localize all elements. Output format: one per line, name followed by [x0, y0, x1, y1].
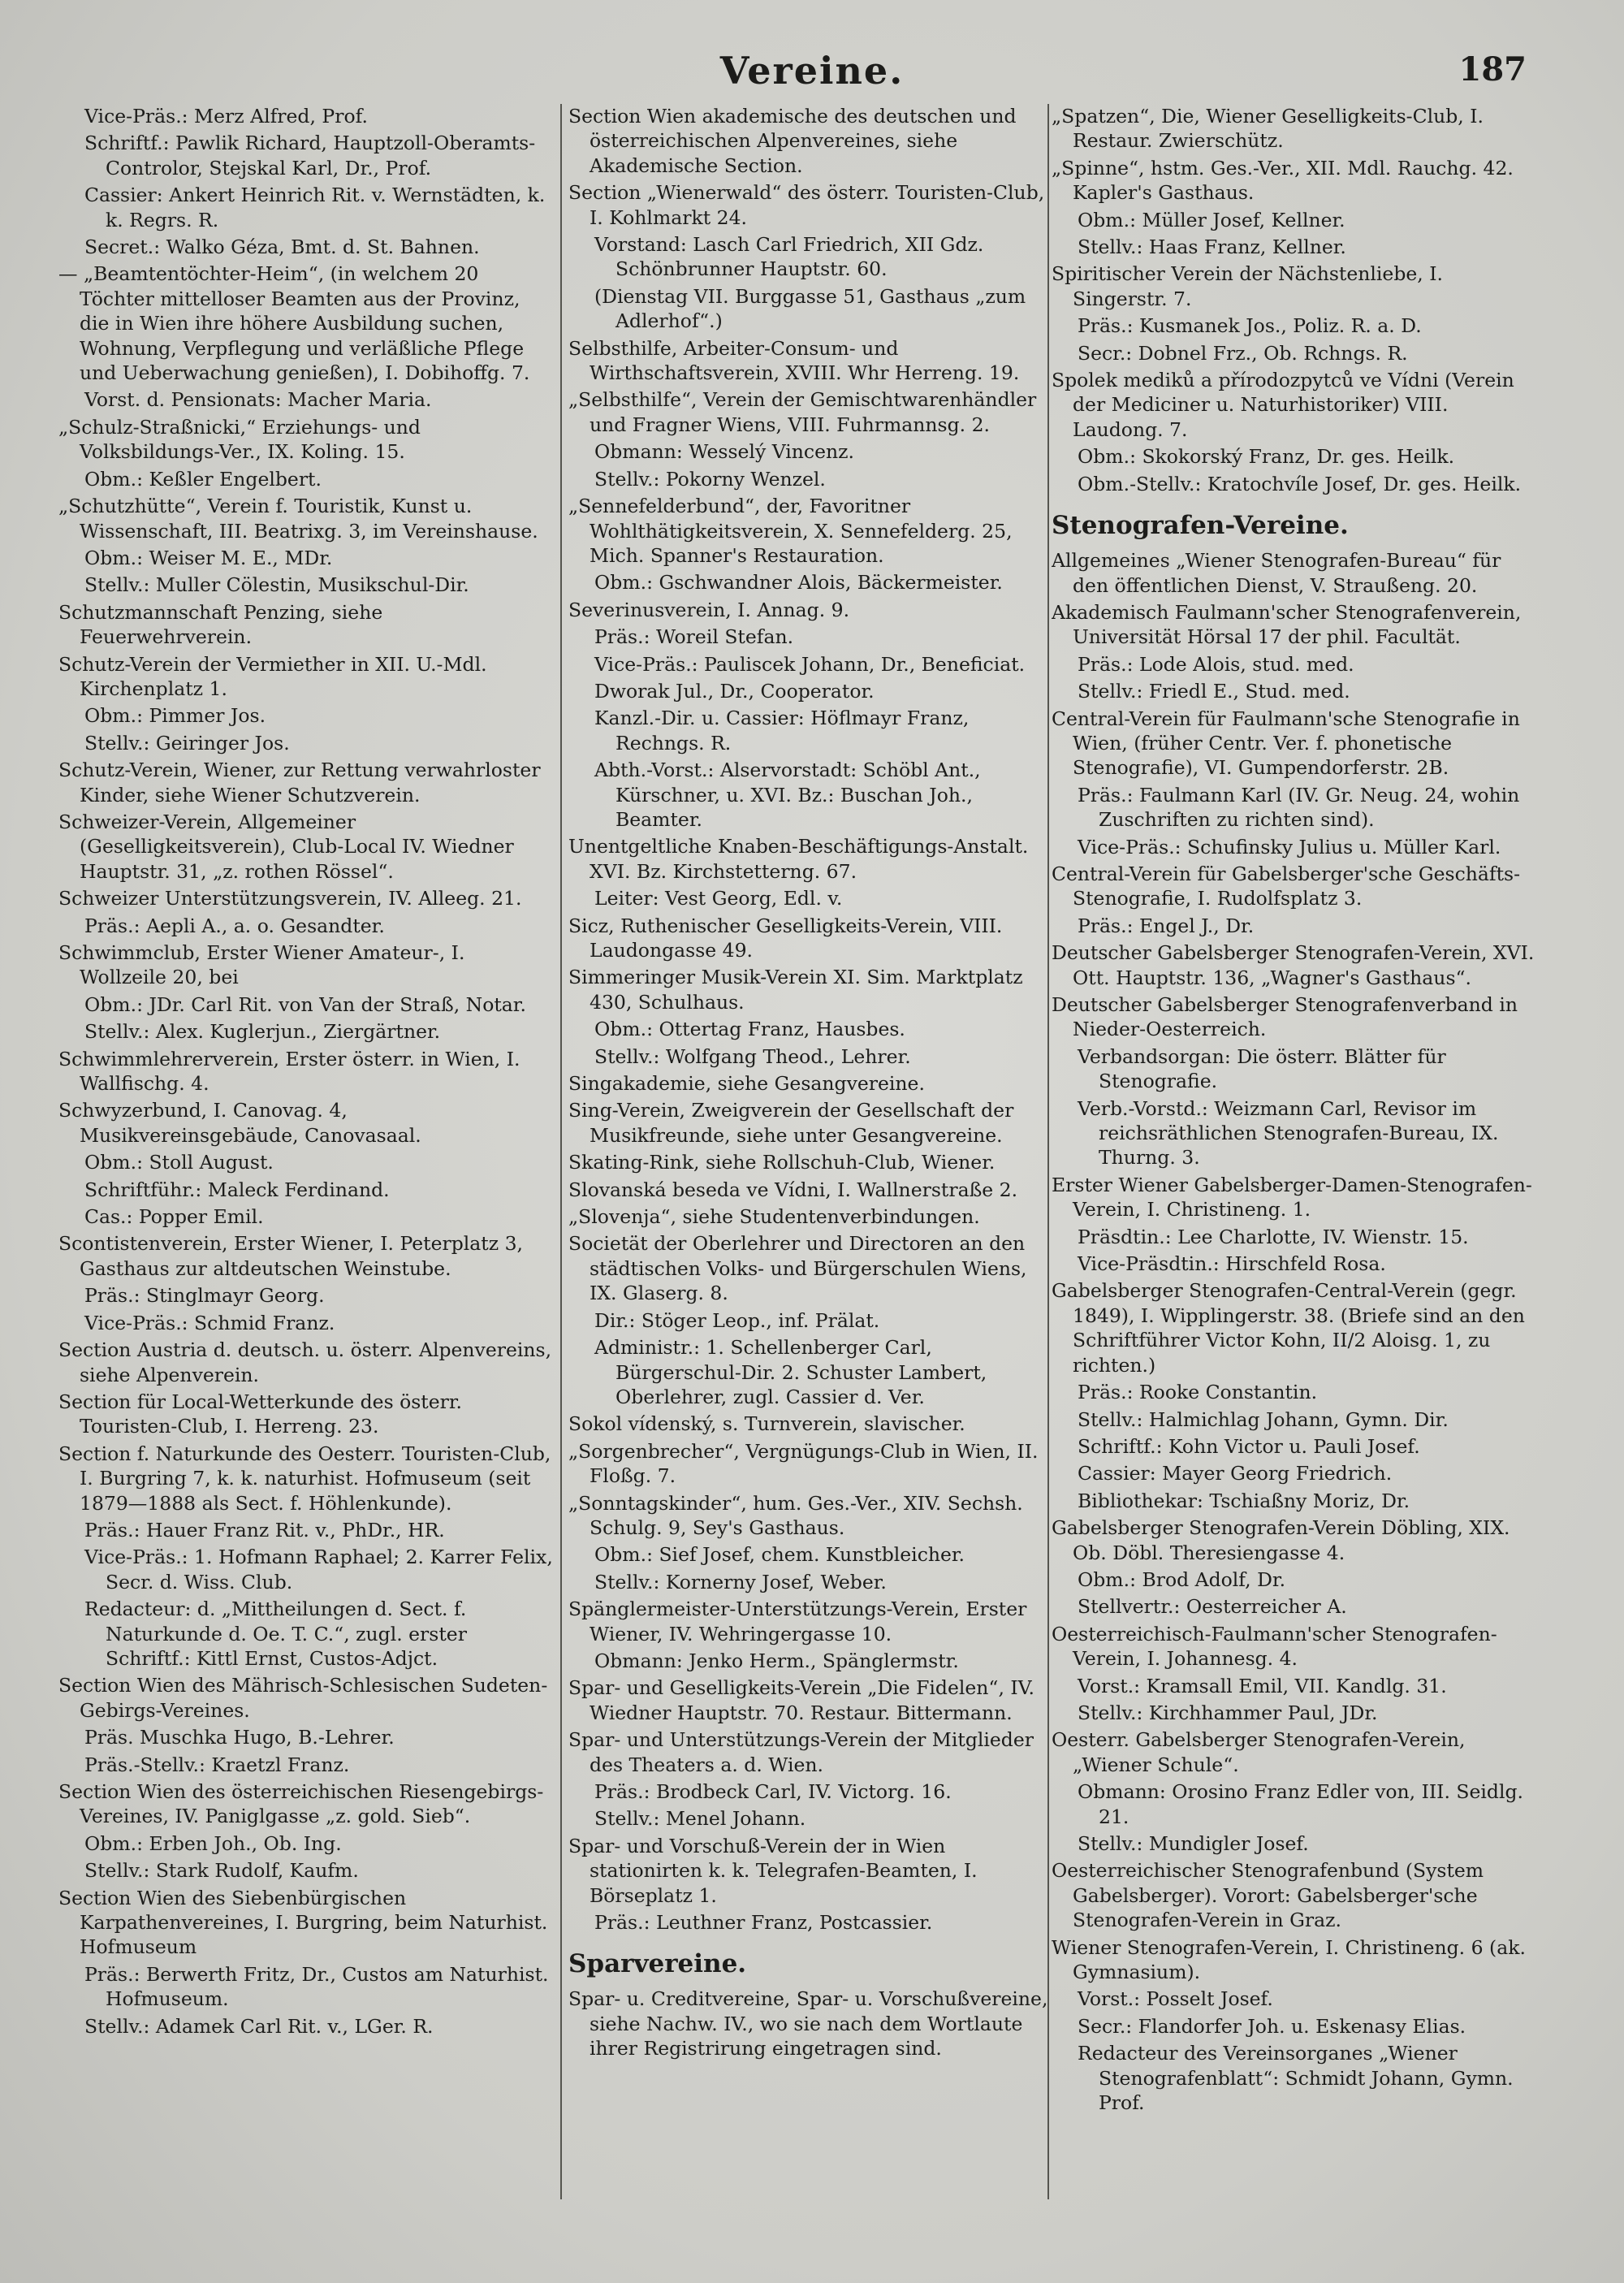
officer-line: Obm.: Brod Adolf, Dr.: [1078, 1567, 1286, 1591]
officer-line: Präs.: Stinglmayr Georg.: [84, 1284, 325, 1308]
officer-line: Präs.: Faulmann Karl (IV. Gr. Neug. 24, wohin Zuschriften zu richten sind).: [1078, 783, 1520, 832]
directory-entry: Spiritischer Verein der Nächstenliebe, I. Singerstr. 7.: [1052, 262, 1443, 310]
directory-entry: Spar- u. Creditvereine, Spar- u. Vorschußvereine, siehe Nachw. IV., wo sie nach dem Wortlaute ihrer Registrirung eingetragen sind.: [568, 1987, 1048, 2060]
directory-entry: „Selbsthilfe“, Verein der Gemischtwarenhändler und Fragner Wiens, VIII. Fuhrmannsg. 2.: [568, 388, 1037, 436]
officer-line: Bibliothekar: Tschiaßny Moriz, Dr.: [1078, 1489, 1410, 1512]
directory-entry: Spar- und Vorschuß-Verein der in Wien stationirten k. k. Telegrafen-Beamten, I. Börseplatz 1.: [568, 1834, 978, 1907]
officer-line: Präs. Muschka Hugo, B.-Lehrer.: [84, 1726, 395, 1749]
officer-line: Secret.: Walko Géza, Bmt. d. St. Bahnen.: [84, 236, 480, 259]
directory-entry: Selbsthilfe, Arbeiter-Consum- und Wirthschaftsverein, XVIII. Whr Herreng. 19.: [568, 336, 1020, 385]
officer-line: Vice-Präs.: Pauliscek Johann, Dr., Beneficiat.: [594, 652, 1026, 676]
officer-line: Obm.: Weiser M. E., MDr.: [84, 546, 333, 569]
officer-line: Stellv.: Alex. Kuglerjun., Ziergärtner.: [84, 1020, 441, 1044]
officer-line: Präs.: Berwerth Fritz, Dr., Custos am Naturhist. Hofmuseum.: [84, 1962, 549, 2011]
officer-line: Administr.: 1. Schellenberger Carl, Bürgerschul-Dir. 2. Schuster Lambert, Oberlehrer, zugl. Cassier d. Ver.: [594, 1336, 987, 1408]
directory-entry: „Schulz-Straßnicki,“ Erziehungs- und Volksbildungs-Ver., IX. Koling. 15.: [58, 415, 421, 464]
officer-line: Stellv.: Kirchhammer Paul, JDr.: [1078, 1701, 1378, 1724]
officer-line: Präs.: Hauer Franz Rit. v., PhDr., HR.: [84, 1518, 445, 1541]
directory-entry: Schwimmclub, Erster Wiener Amateur-, I. Wollzeile 20, bei: [58, 941, 465, 989]
column-1: [58, 104, 555, 2248]
officer-line: Stellv.: Halmichlag Johann, Gymn. Dir.: [1078, 1407, 1449, 1431]
officer-line: Dworak Jul., Dr., Cooperator.: [594, 679, 875, 703]
directory-entry: Wiener Stenografen-Verein, I. Christineng. 6 (ak. Gymnasium).: [1052, 1935, 1526, 1984]
officer-line: Präs.: Engel J., Dr.: [1078, 914, 1255, 937]
officer-line: Verb.-Vorstd.: Weizmann Carl, Revisor im reichsräthlichen Stenografen-Bureau, IX. Thurng. 3.: [1078, 1096, 1499, 1170]
directory-entry: Section Austria d. deutsch. u. österr. Alpenvereins, siehe Alpenverein.: [58, 1338, 552, 1386]
officer-line: Präs.: Aepli A., a. o. Gesandter.: [84, 914, 385, 937]
officer-line: Stellv.: Pokorny Wenzel.: [594, 467, 826, 491]
directory-entry: Schweizer Unterstützungsverein, IV. Alleeg. 21.: [58, 887, 522, 910]
directory-entry: Gabelsberger Stenografen-Central-Verein (gegr. 1849), I. Wipplingerstr. 38. (Briefe sind an den Schriftführer Victor Kohn, II/2 Aloisg. 1, zu richten.): [1052, 1279, 1525, 1377]
directory-entry: „Slovenja“, siehe Studentenverbindungen.: [568, 1205, 980, 1229]
column-divider: [560, 104, 562, 2199]
directory-entry: „Sennefelderbund“, der, Favoritner Wohlthätigkeitsverein, X. Sennefelderg. 25, Mich. Spanner's Restauration.: [568, 495, 1013, 567]
page-header: [0, 49, 1624, 106]
directory-entry: Skating-Rink, siehe Rollschuh-Club, Wiener.: [568, 1151, 996, 1174]
officer-line: Präs.: Rooke Constantin.: [1078, 1381, 1318, 1404]
officer-line: Stellv.: Kornerny Josef, Weber.: [594, 1570, 887, 1593]
officer-line: Obm.: Sief Josef, chem. Kunstbleicher.: [594, 1543, 965, 1567]
directory-entry: Schutzmannschaft Penzing, siehe Feuerwehrverein.: [58, 600, 383, 649]
officer-line: Vice-Präs.: Merz Alfred, Prof.: [84, 105, 368, 128]
officer-line: Stellv.: Adamek Carl Rit. v., LGer. R.: [84, 2014, 434, 2038]
officer-line: Obmann: Orosino Franz Edler von, III. Seidlg. 21.: [1078, 1780, 1523, 1828]
officer-line: Obm.: Gschwandner Alois, Bäckermeister.: [594, 571, 1003, 595]
officer-line: Obm.: Erben Joh., Ob. Ing.: [84, 1831, 342, 1855]
directory-entry: Simmeringer Musik-Verein XI. Sim. Marktplatz 430, Schulhaus.: [568, 966, 1023, 1014]
directory-entry: Spar- und Unterstützungs-Verein der Mitglieder des Theaters a. d. Wien.: [568, 1728, 1034, 1776]
officer-line: Präs.: Lode Alois, stud. med.: [1078, 652, 1354, 676]
officer-line: Stellv.: Wolfgang Theod., Lehrer.: [594, 1044, 911, 1068]
officer-line: Cas.: Popper Emil.: [84, 1205, 264, 1229]
directory-entry: Sing-Verein, Zweigverein der Gesellschaft der Musikfreunde, siehe unter Gesangvereine.: [568, 1099, 1014, 1147]
directory-entry: „Sorgenbrecher“, Vergnügungs-Club in Wien, II. Floßg. 7.: [568, 1439, 1039, 1488]
officer-line: Vice-Präs.: Schmid Franz.: [84, 1311, 335, 1334]
directory-entry: „Sonntagskinder“, hum. Ges.-Ver., XIV. Sechsh. Schulg. 9, Sey's Gasthaus.: [568, 1491, 1023, 1539]
directory-entry: Severinusverein, I. Annag. 9.: [568, 598, 850, 621]
directory-entry: Schutz-Verein, Wiener, zur Rettung verwahrloster Kinder, siehe Wiener Schutzverein.: [58, 759, 541, 806]
directory-entry: Schweizer-Verein, Allgemeiner (Geselligkeitsverein), Club-Local IV. Wiedner Hauptstr. 31, „z. rothen Rössel“.: [58, 810, 514, 883]
directory-entry: Slovanská beseda ve Vídni, I. Wallnerstraße 2.: [568, 1178, 1018, 1201]
directory-entry: Akademisch Faulmann'scher Stenografenverein, Universität Hörsal 17 der phil. Facultät.: [1052, 600, 1522, 649]
officer-line: Schriftf.: Kohn Victor u. Pauli Josef.: [1078, 1434, 1420, 1458]
officer-line: Secr.: Flandorfer Joh. u. Eskenasy Elias.: [1078, 2014, 1466, 2038]
directory-entry: Deutscher Gabelsberger Stenografen-Verein, XVI. Ott. Hauptstr. 136, „Wagner's Gasthaus“.: [1052, 941, 1535, 989]
officer-line: Obm.: Müller Josef, Kellner.: [1078, 208, 1345, 231]
directory-entry: Spolek mediků a přírodozpytců ve Vídni (Verein der Mediciner u. Naturhistoriker) VIII. Laudong. 7.: [1052, 369, 1514, 441]
officer-line: Vice-Präsdtin.: Hirschfeld Rosa.: [1078, 1252, 1386, 1276]
officer-line: Vorst. d. Pensionats: Macher Maria.: [84, 388, 432, 412]
officer-line: Verbandsorgan: Die österr. Blätter für Stenografie.: [1078, 1044, 1446, 1093]
officer-line: Stellv.: Muller Cölestin, Musikschul-Dir.: [84, 573, 469, 597]
directory-entry: Societät der Oberlehrer und Directoren an den städtischen Volks- und Bürgerschulen Wiens, IX. Glaserg. 8.: [568, 1232, 1027, 1305]
officer-line: Cassier: Mayer Georg Friedrich.: [1078, 1462, 1393, 1485]
directory-entry: Oesterreichischer Stenografenbund (System Gabelsberger). Vorort: Gabelsberger'sche Stenografen-Verein in Graz.: [1052, 1859, 1484, 1932]
officer-line: Stellv.: Menel Johann.: [594, 1807, 806, 1831]
officer-line: Secr.: Dobnel Frz., Ob. Rchngs. R.: [1078, 341, 1408, 365]
officer-line: Präs.-Stellv.: Kraetzl Franz.: [84, 1753, 350, 1776]
directory-entry: Spar- und Geselligkeits-Verein „Die Fidelen“, IV. Wiedner Hauptstr. 70. Restaur. Bittermann.: [568, 1676, 1035, 1724]
officer-line: Obm.: Stoll August.: [84, 1151, 274, 1174]
directory-entry: Gabelsberger Stenografen-Verein Döbling, XIX. Ob. Döbl. Theresiengasse 4.: [1052, 1516, 1510, 1564]
officer-line: Stellv.: Mundigler Josef.: [1078, 1832, 1309, 1855]
directory-entry: Spänglermeister-Unterstützungs-Verein, Erster Wiener, IV. Wehringergasse 10.: [568, 1598, 1027, 1645]
directory-entry: Schutz-Verein der Vermiether in XII. U.-Mdl. Kirchenplatz 1.: [58, 652, 487, 700]
officer-line: Obm.: Keßler Engelbert.: [84, 467, 322, 491]
directory-entry: Schwimmlehrerverein, Erster österr. in Wien, I. Wallfischg. 4.: [58, 1047, 520, 1096]
directory-entry: Section Wien des Mährisch-Schlesischen Sudeten-Gebirgs-Vereines.: [58, 1674, 548, 1722]
officer-line: Dir.: Stöger Leop., inf. Prälat.: [594, 1308, 880, 1332]
directory-entry: Section für Local-Wetterkunde des österr. Touristen-Club, I. Herreng. 23.: [58, 1390, 463, 1438]
officer-line: Obmann: Wesselý Vincenz.: [594, 440, 854, 464]
officer-line: Leiter: Vest Georg, Edl. v.: [594, 887, 843, 910]
officer-line: Stellv.: Haas Franz, Kellner.: [1078, 236, 1346, 259]
officer-line: Cassier: Ankert Heinrich Rit. v. Wernstädten, k. k. Regrs. R.: [84, 184, 546, 231]
officer-line: Stellv.: Stark Rudolf, Kaufm.: [84, 1859, 359, 1883]
directory-entry: „Spinne“, hstm. Ges.-Ver., XII. Mdl. Rauchg. 42. Kapler's Gasthaus.: [1052, 156, 1514, 205]
officer-line: Obm.: Ottertag Franz, Hausbes.: [594, 1018, 905, 1041]
page-number: 187: [1458, 50, 1527, 89]
officer-line: Vorst.: Posselt Josef.: [1078, 1987, 1273, 2011]
officer-line: Präs.: Kusmanek Jos., Poliz. R. a. D.: [1078, 314, 1422, 338]
directory-entry: Central-Verein für Faulmann'sche Stenografie in Wien, (früher Centr. Ver. f. phonetische Stenografie), VI. Gumpendorferstr. 2B.: [1052, 707, 1520, 780]
officer-line: Schriftf.: Pawlik Richard, Hauptzoll-Oberamts-Controlor, Stejskal Karl, Dr., Prof.: [84, 132, 536, 179]
officer-line: Obm.: Pimmer Jos.: [84, 704, 266, 728]
directory-entry: Sokol vídenský, s. Turnverein, slavischer.: [568, 1412, 965, 1436]
officer-line: Stellvertr.: Oesterreicher A.: [1078, 1595, 1347, 1619]
directory-entry: Allgemeines „Wiener Stenografen-Bureau“ für den öffentlichen Dienst, V. Straußeng. 20.: [1052, 549, 1501, 597]
directory-entry: Singakademie, siehe Gesangvereine.: [568, 1072, 925, 1096]
directory-entry: Central-Verein für Gabelsberger'sche Geschäfts-Stenografie, I. Rudolfsplatz 3.: [1052, 862, 1521, 910]
officer-line: Vice-Präs.: 1. Hofmann Raphael; 2. Karrer Felix, Secr. d. Wiss. Club.: [84, 1546, 553, 1593]
officer-line: Kanzl.-Dir. u. Cassier: Höflmayr Franz, Rechngs. R.: [594, 707, 970, 755]
column-2: [568, 104, 1049, 2248]
directory-entry: Oesterr. Gabelsberger Stenografen-Verein, „Wiener Schule“.: [1052, 1728, 1466, 1776]
officer-line: Vorst.: Kramsall Emil, VII. Kandlg. 31.: [1078, 1674, 1447, 1697]
section-heading: Stenografen-Vereine.: [1052, 511, 1349, 541]
officer-line: Obm.: Skokorský Franz, Dr. ges. Heilk.: [1078, 445, 1455, 469]
officer-line: Präs.: Leuthner Franz, Postcassier.: [594, 1911, 933, 1935]
directory-entry: Unentgeltliche Knaben-Beschäftigungs-Anstalt. XVI. Bz. Kirchstetterng. 67.: [568, 835, 1029, 883]
directory-entry: Section Wien akademische des deutschen und österreichischen Alpenvereines, siehe Akademische Section.: [568, 105, 1017, 177]
officer-line: Abth.-Vorst.: Alservorstadt: Schöbl Ant., Kürschner, u. XVI. Bz.: Buschan Joh., Beamter.: [594, 759, 981, 831]
officer-line: Präs.: Woreil Stefan.: [594, 625, 794, 649]
page-title: Vereine.: [719, 49, 905, 93]
directory-entry: Sicz, Ruthenischer Geselligkeits-Verein, VIII. Laudongasse 49.: [568, 914, 1003, 962]
directory-entry: Section f. Naturkunde des Oesterr. Touristen-Club, I. Burgring 7, k. k. naturhist. Hofmuseum (seit 1879—1888 als Sect. f. Höhlenkunde).: [58, 1442, 551, 1515]
directory-entry: „Spatzen“, Die, Wiener Geselligkeits-Club, I. Restaur. Zwierschütz.: [1052, 105, 1484, 153]
officer-line: Präs.: Brodbeck Carl, IV. Victorg. 16.: [594, 1780, 952, 1803]
officer-line: (Dienstag VII. Burggasse 51, Gasthaus „zum Adlerhof“.): [594, 284, 1026, 333]
directory-entry: Section Wien des Siebenbürgischen Karpathenvereines, I. Burgring, beim Naturhist. Hofmuseum: [58, 1886, 548, 1959]
column-3: [1052, 104, 1539, 2248]
officer-line: Vice-Präs.: Schufinsky Julius u. Müller Karl.: [1078, 835, 1501, 858]
officer-line: Obm.-Stellv.: Kratochvíle Josef, Dr. ges. Heilk.: [1078, 472, 1522, 495]
directory-entry: Section „Wienerwald“ des österr. Touristen-Club, I. Kohlmarkt 24.: [568, 181, 1045, 229]
directory-entry: — „Beamtentöchter-Heim“, (in welchem 20 Töchter mittelloser Beamten aus der Provinz, die in Wien ihre höhere Ausbildung suchen, Wohnung, Verpflegung und verläßliche Pflege und Ueberwachung genießen), I. Dobihoffg. 7.: [58, 262, 530, 385]
officer-line: Obm.: JDr. Carl Rit. von Van der Straß, Notar.: [84, 992, 526, 1016]
section-heading: Sparvereine.: [568, 1949, 747, 1979]
officer-line: Vorstand: Lasch Carl Friedrich, XII Gdz. Schönbrunner Hauptstr. 60.: [594, 233, 984, 281]
directory-entry: Scontistenverein, Erster Wiener, I. Peterplatz 3, Gasthaus zur altdeutschen Weinstube.: [58, 1232, 524, 1280]
directory-entry: Oesterreichisch-Faulmann'scher Stenografen-Verein, I. Johannesg. 4.: [1052, 1622, 1497, 1671]
officer-line: Obmann: Jenko Herm., Spänglermstr.: [594, 1649, 959, 1672]
directory-entry: Schwyzerbund, I. Canovag. 4, Musikvereinsgebäude, Canovasaal.: [58, 1099, 421, 1147]
officer-line: Schriftführ.: Maleck Ferdinand.: [84, 1178, 390, 1201]
directory-entry: Section Wien des österreichischen Riesengebirgs-Vereines, IV. Paniglgasse „z. gold. Sieb“.: [58, 1780, 544, 1828]
officer-line: Präsdtin.: Lee Charlotte, IV. Wienstr. 15.: [1078, 1225, 1469, 1248]
officer-line: Redacteur des Vereinsorganes „Wiener Stenografenblatt“: Schmidt Johann, Gymn. Prof.: [1078, 2042, 1514, 2115]
officer-line: Stellv.: Geiringer Jos.: [84, 731, 290, 755]
directory-entry: Erster Wiener Gabelsberger-Damen-Stenografen-Verein, I. Christineng. 1.: [1052, 1173, 1532, 1221]
officer-line: Redacteur: d. „Mittheilungen d. Sect. f. Naturkunde d. Oe. T. C.“, zugl. erster Schriftf.: Kittl Ernst, Custos-Adjct.: [84, 1598, 467, 1670]
directory-entry: „Schutzhütte“, Verein f. Touristik, Kunst u. Wissenschaft, III. Beatrixg. 3, im Vereinshause.: [58, 495, 538, 543]
officer-line: Stellv.: Friedl E., Stud. med.: [1078, 680, 1350, 703]
directory-entry: Deutscher Gabelsberger Stenografenverband in Nieder-Oesterreich.: [1052, 993, 1518, 1041]
